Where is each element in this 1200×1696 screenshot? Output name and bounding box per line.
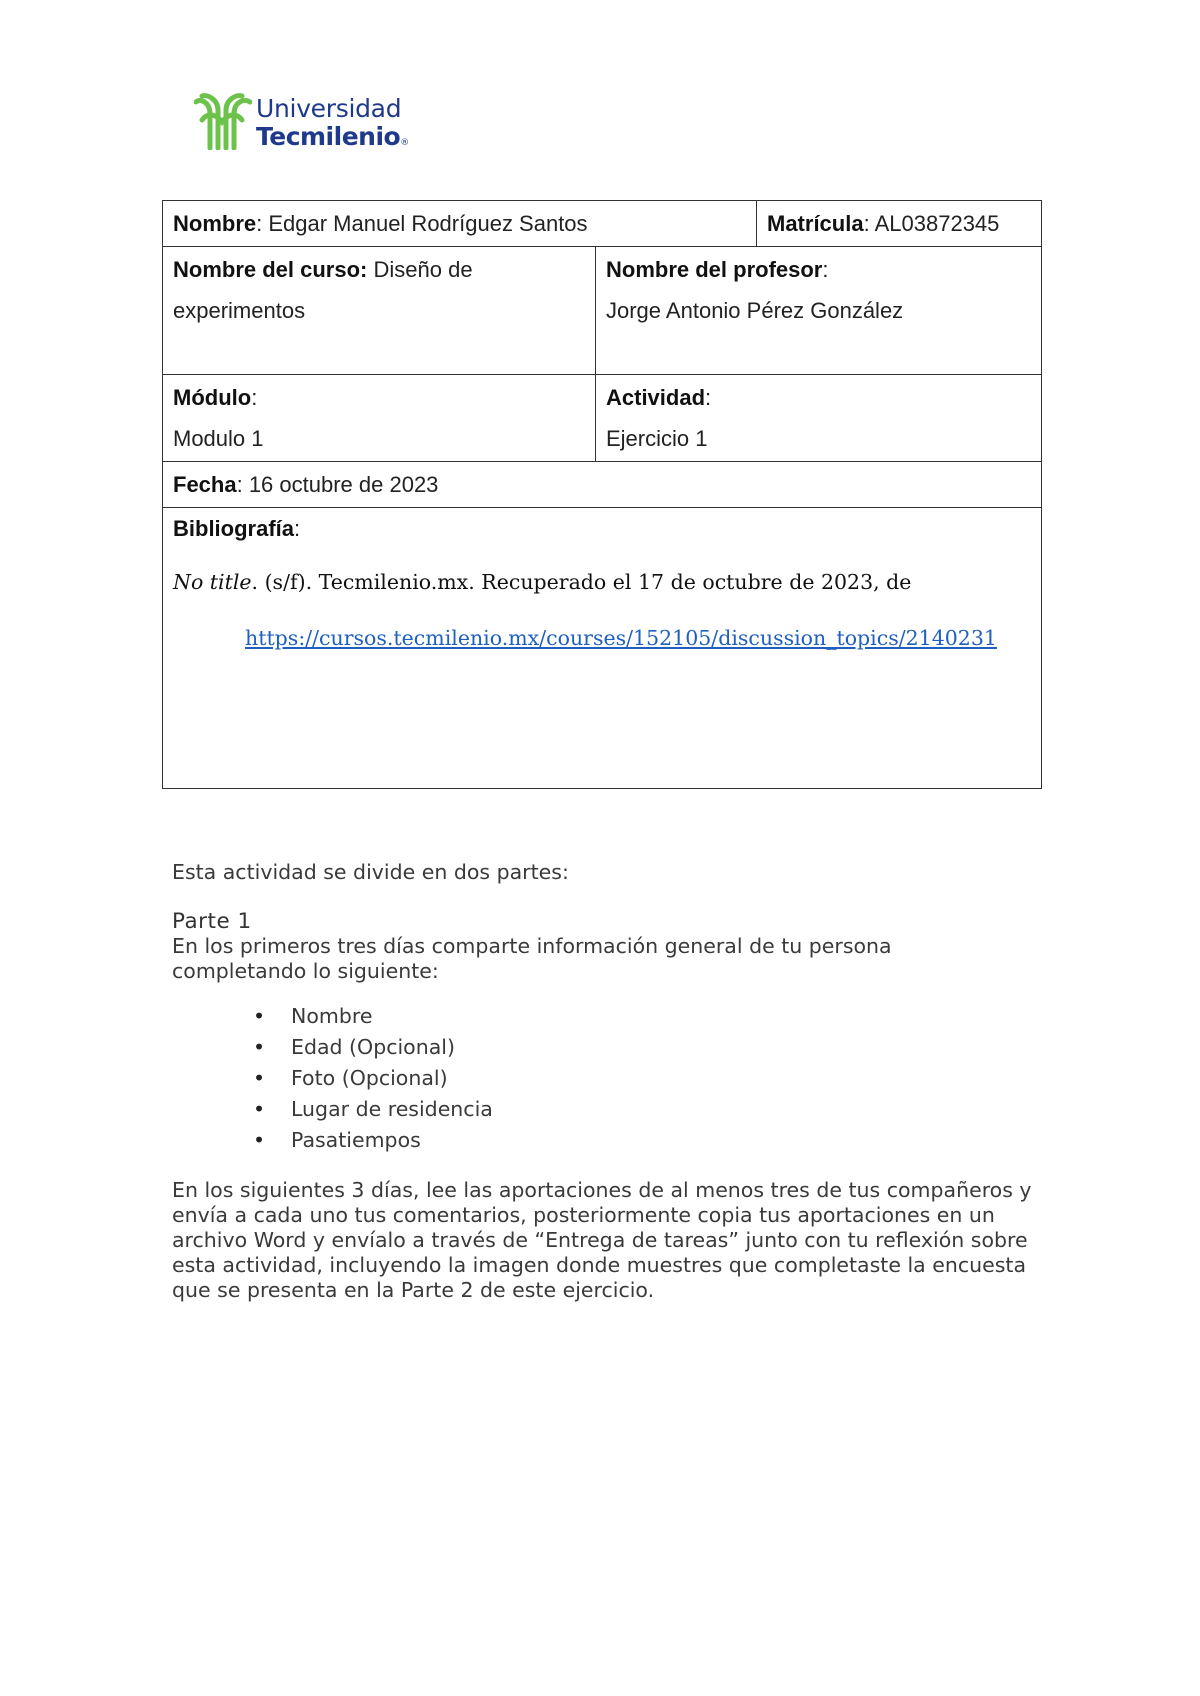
- list-item: • Nombre: [291, 1001, 1032, 1032]
- table-row: [163, 247, 1042, 375]
- bibliografia-label: Bibliografía: [173, 516, 295, 541]
- logo-universidad-text: Universidad: [256, 94, 402, 123]
- citation-title: No title: [173, 570, 252, 594]
- modulo-cell: [163, 375, 596, 462]
- fecha-value: : 16 octubre de 2023: [236, 472, 439, 497]
- curso-label: Nombre del curso:: [173, 257, 368, 282]
- curso-value: Diseño de experimentos: [173, 257, 473, 323]
- nombre-label: Nombre: [173, 211, 257, 236]
- logo-tecmilenio-text: Tecmilenio®: [256, 122, 409, 151]
- fecha-label: Fecha: [173, 472, 237, 497]
- profesor-value: Jorge Antonio Pérez González: [606, 298, 904, 323]
- fecha-cell: [163, 462, 1042, 508]
- profesor-colon: :: [822, 257, 829, 282]
- profesor-cell: [596, 247, 1042, 375]
- citation-text: [173, 570, 911, 594]
- citation-link[interactable]: https://cursos.tecmilenio.mx/courses/152105/discussion_topics/2140231: [245, 626, 997, 650]
- requirements-list: [172, 1001, 1032, 1156]
- bibliografia-cell: [163, 508, 1042, 789]
- actividad-label: Actividad: [606, 385, 706, 410]
- list-item: • Lugar de residencia: [291, 1094, 1032, 1125]
- activity-instructions: [172, 860, 1032, 1303]
- student-info-table: [162, 200, 1042, 789]
- table-row: [163, 201, 1042, 247]
- list-item: • Pasatiempos: [291, 1125, 1032, 1156]
- tecmilenio-leaf-icon: [194, 92, 252, 150]
- citation: [173, 554, 1031, 666]
- modulo-label: Módulo: [173, 385, 252, 410]
- nombre-cell: [163, 201, 757, 247]
- actividad-cell: [596, 375, 1042, 462]
- citation-rest: . (s/f). Tecmilenio.mx. Recuperado el 17 de octubre de 2023, de: [251, 570, 912, 594]
- modulo-value: Modulo 1: [173, 426, 264, 451]
- bibliografia-colon: :: [294, 516, 301, 541]
- matricula-label: Matrícula: [767, 211, 864, 236]
- list-item: • Foto (Opcional): [291, 1063, 1032, 1094]
- matricula-cell: [757, 201, 1042, 247]
- intro-text: Esta actividad se divide en dos partes:: [172, 860, 569, 884]
- closing-text: En los siguientes 3 días, lee las aportaciones de al menos tres de tus compañeros y envía a cada uno tus comentarios, posteriormente copia tus aportaciones en un archivo Word y envíalo a través de “Entrega de tareas” junto con tu reflexión sobre esta actividad, incluyendo la imagen donde muestres que completaste la encuesta que se presenta en la Parte 2 de este ejercicio.: [172, 1178, 1032, 1302]
- table-row: [163, 462, 1042, 508]
- table-row: [163, 508, 1042, 789]
- part-heading: Parte 1: [172, 909, 252, 934]
- table-row: [163, 375, 1042, 462]
- nombre-value: : Edgar Manuel Rodríguez Santos: [256, 211, 588, 236]
- university-logo: [194, 92, 434, 156]
- curso-cell: [163, 247, 596, 375]
- profesor-label: Nombre del profesor: [606, 257, 823, 282]
- modulo-colon: :: [251, 385, 258, 410]
- actividad-value: Ejercicio 1: [606, 426, 708, 451]
- matricula-value: : AL03872345: [863, 211, 1000, 236]
- list-item: • Edad (Opcional): [291, 1032, 1032, 1063]
- part-text: En los primeros tres días comparte información general de tu persona completando lo siguiente:: [172, 934, 892, 983]
- actividad-colon: :: [705, 385, 712, 410]
